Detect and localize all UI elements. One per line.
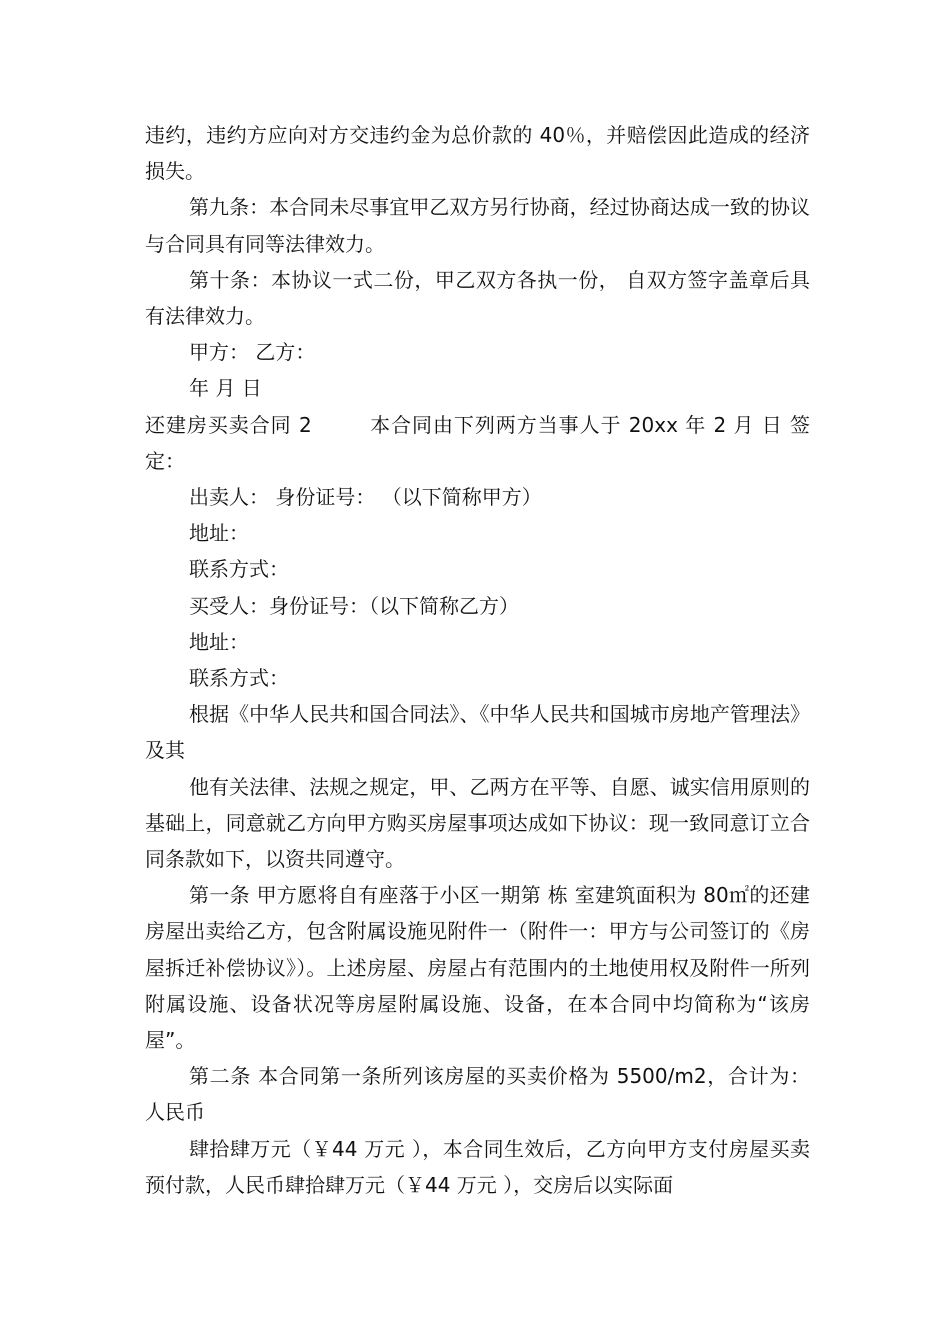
buyer-contact-line: 联系方式：: [189, 666, 289, 691]
document-body: [145, 117, 810, 1203]
paragraph-article-9: 第九条：本合同未尽事宜甲乙双方另行协商，经过协商达成一致的协议与合同具有同等法律效力。: [145, 195, 810, 256]
contract-2-heading: 还建房买卖合同 2 本合同由下列两方当事人于 20xx 年 2 月 日 签定：: [145, 412, 810, 473]
paragraph-legal-basis: 根据《中华人民共和国合同法》、《中华人民共和国城市房地产管理法》及其: [145, 702, 810, 763]
paragraph-article-1: 第一条 甲方愿将自有座落于小区一期第 栋 室建筑面积为 80㎡的还建房屋出卖给乙方，包含附属设施见附件一（附件一：甲方与公司签订的《房屋拆迁补偿协议》）。上述房屋、房屋占有范围内的土地使用权及附件一所列附属设施、设备状况等房屋附属设施、设备，在本合同中均简称为“该房屋”。: [145, 883, 810, 1053]
paragraph-payment: 肆拾肆万元（￥44 万元 ），本合同生效后，乙方向甲方支付房屋买卖预付款，人民币肆拾肆万元（￥44 万元 ），交房后以实际面: [145, 1136, 810, 1197]
paragraph-article-10: 第十条：本协议一式二份，甲乙双方各执一份， 自双方签字盖章后具有法律效力。: [145, 267, 810, 329]
paragraph-article-2: 第二条 本合同第一条所列该房屋的买卖价格为 5500/m2，合计为：人民币: [145, 1064, 810, 1125]
buyer-line: 买受人：身份证号：（以下简称乙方）: [189, 593, 519, 618]
seller-contact-line: 联系方式：: [189, 557, 289, 582]
paragraph-breach-penalty: 违约，违约方应向对方交违约金为总价款的 40％，并赔偿因此造成的经济损失。: [145, 123, 810, 184]
seller-line: 出卖人： 身份证号： （以下简称甲方）: [189, 485, 542, 510]
signature-parties-line: 甲方： 乙方：: [189, 340, 316, 365]
buyer-address-line: 地址：: [189, 629, 249, 654]
paragraph-agreement-principles: 他有关法律、法规之规定，甲、乙两方在平等、自愿、诚实信用原则的基础上，同意就乙方向甲方购买房屋事项达成如下协议：现一致同意订立合同条款如下，以资共同遵守。: [145, 774, 810, 872]
date-line: 年 月 日: [189, 376, 262, 401]
seller-address-line: 地址：: [189, 521, 249, 546]
